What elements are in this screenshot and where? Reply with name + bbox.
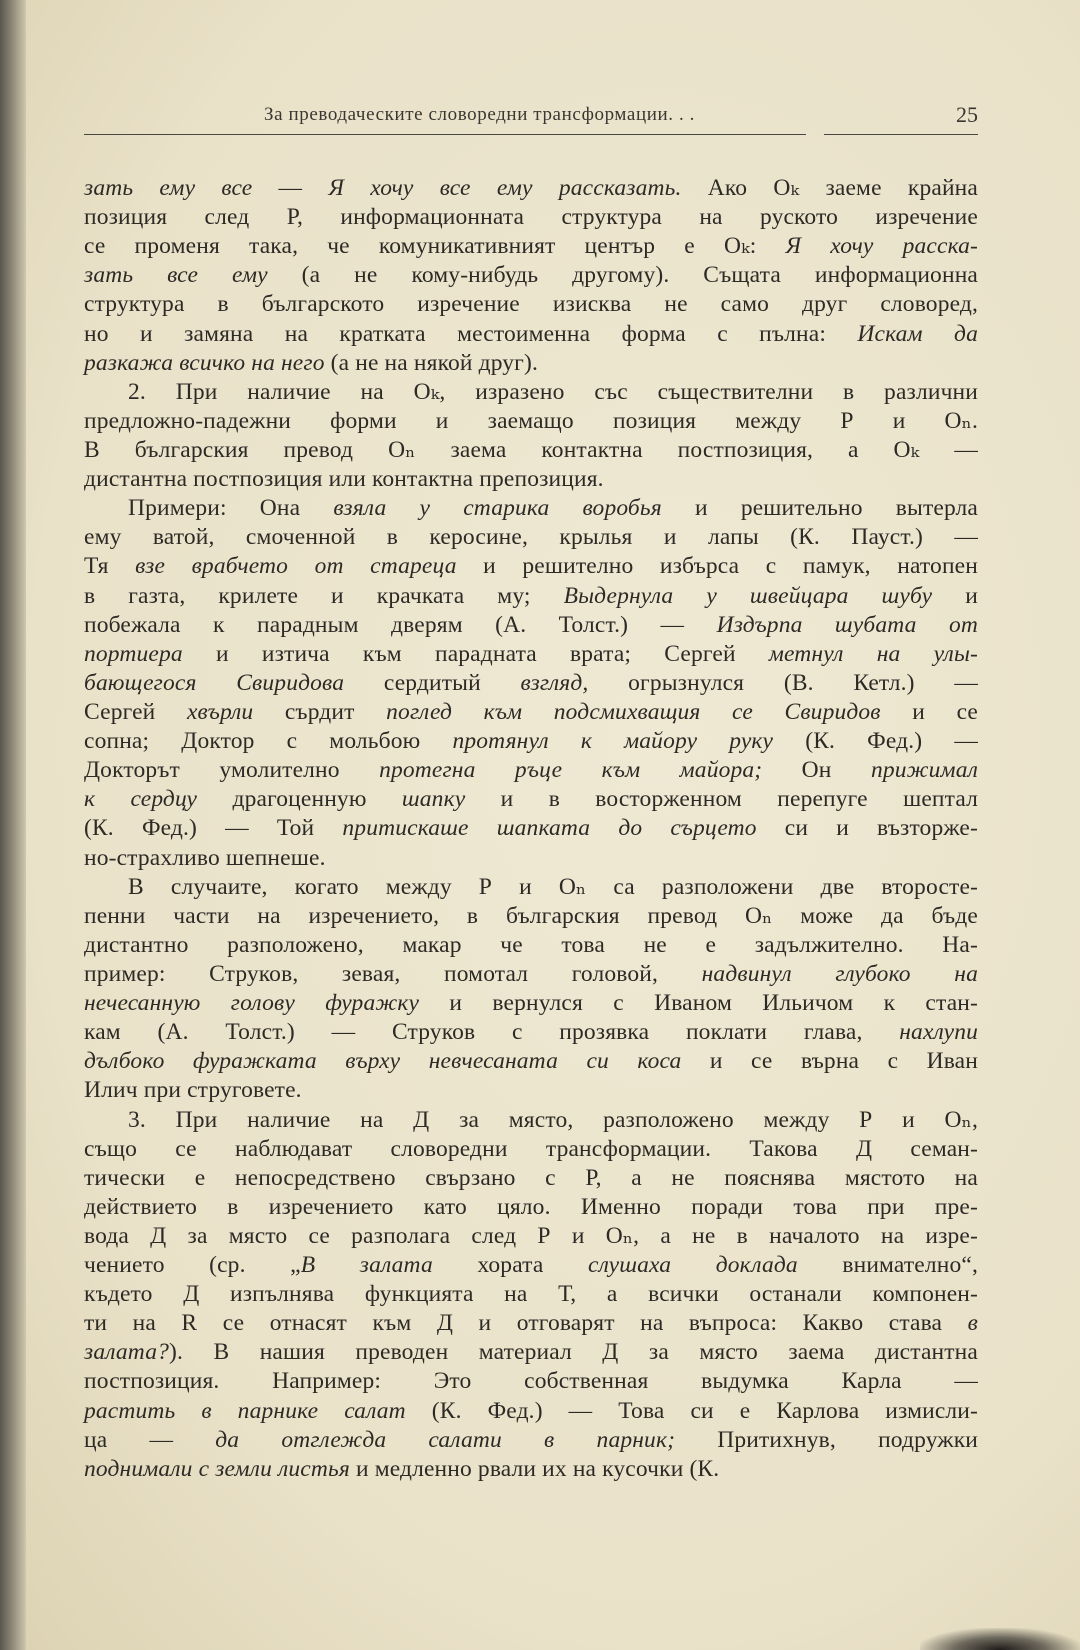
text-run: чението (ср. „ <box>84 1252 301 1279</box>
text-line <box>84 1309 978 1338</box>
text-run: се променя така, че комуникативният център е Оₖ: <box>84 233 786 260</box>
italic-text: залата? <box>84 1339 170 1366</box>
header-rule <box>84 134 806 135</box>
italic-text: дълбоко фуражката върху невчесаната си коса <box>84 1048 682 1075</box>
text-run: позиция след Р, информационната структура на руското изречение <box>84 204 978 231</box>
text-run: (а не на някой друг). <box>324 349 538 376</box>
text-line <box>84 611 978 640</box>
italic-text: шапку <box>401 786 466 813</box>
text-line <box>84 378 978 407</box>
text-run: структура в българското изречение изисква не само друг словоред, <box>84 291 978 318</box>
text-run: огрызнулся (В. Кетл.) — <box>588 669 978 696</box>
text-line <box>84 669 978 698</box>
text-run: ца — <box>84 1426 216 1453</box>
italic-text: слушаха доклада <box>588 1252 798 1279</box>
italic-text: зать ему все <box>84 175 253 201</box>
text-line <box>84 1076 978 1105</box>
text-line <box>84 465 978 494</box>
text-run: драгоценную <box>197 786 402 813</box>
text-run: в газта, крилете и крачката му; <box>84 582 564 609</box>
text-run: дистантна постпозиция или контактна препозиция. <box>84 466 604 493</box>
text-run: ). В нашия преводен материал Д за място заема дистантна <box>169 1339 978 1366</box>
text-run: действието в изречението като цяло. Именно поради това при пре- <box>84 1193 978 1220</box>
text-run: (К. Фед.) — <box>773 728 978 755</box>
text-run: и се <box>880 698 979 725</box>
text-line <box>84 1280 978 1309</box>
text-run: — <box>252 175 329 201</box>
italic-text: поднимали с земли листья <box>84 1455 350 1482</box>
text-line <box>84 349 978 378</box>
page-header <box>84 98 978 138</box>
italic-text: к сердцу <box>84 786 198 813</box>
header-rule-short <box>824 134 978 135</box>
text-line <box>84 1047 978 1076</box>
text-run: пенни части на изречението, в българския превод Оₙ може да бъде <box>84 902 978 929</box>
italic-text: растить в парнике салат <box>84 1397 406 1424</box>
text-run: Илич при струговете. <box>84 1077 302 1104</box>
text-line <box>84 1338 978 1367</box>
text-run: В българския превод Оₙ заема контактна постпозиция, а Оₖ — <box>84 436 978 463</box>
text-run: пример: Струков, зевая, помотал головой, <box>84 960 702 987</box>
text-line <box>84 873 978 902</box>
text-line <box>84 1251 978 1280</box>
text-line <box>84 727 978 756</box>
text-line <box>84 407 978 436</box>
text-run: сърдит <box>253 698 387 725</box>
text-run: внимателно“, <box>797 1252 978 1279</box>
italic-text: протегна ръце към майора; <box>379 757 763 784</box>
text-run: Примери: Она <box>128 495 334 522</box>
text-run: (К. Фед.) — Това си е Карлова измисли- <box>405 1397 978 1424</box>
text-line <box>84 1426 978 1455</box>
text-line <box>84 552 978 581</box>
book-spine-shadow <box>0 0 26 1650</box>
running-title: За преводаческите словоредни трансформации. . . <box>264 104 696 125</box>
body-text <box>84 174 978 1484</box>
italic-text: разкажа всичко на него <box>84 349 325 376</box>
text-run: и вернулся с Иваном Ильичом к стан- <box>419 990 978 1017</box>
text-run: сердитый <box>344 669 521 696</box>
text-run: и изтича към парадната врата; Сергей <box>182 640 769 667</box>
text-line <box>84 1018 978 1047</box>
text-line <box>84 640 978 669</box>
italic-text: прижимал <box>870 757 978 784</box>
text-run: Тя <box>84 553 136 580</box>
italic-text: Выдернула у швейцара шубу <box>563 582 933 609</box>
text-line <box>84 1367 978 1396</box>
text-line <box>84 756 978 785</box>
italic-text: протянул к майору руку <box>452 728 774 755</box>
text-run: и решительно вытерла <box>661 495 979 522</box>
text-run: предложно-падежни форми и заемащо позиция между Р и Оₙ. <box>84 407 978 434</box>
text-line <box>84 436 978 465</box>
italic-text: Искам да <box>857 320 978 347</box>
text-line <box>84 1455 978 1484</box>
italic-text: поглед към подсмихващия се Свиридов <box>386 698 881 725</box>
page-corner-shadow <box>920 1628 1080 1650</box>
text-line <box>84 1164 978 1193</box>
text-run: и се върна с Иван <box>681 1048 978 1075</box>
text-run: ему ватой, смоченной в керосине, крылья и лапы (К. Пауст.) — <box>84 524 978 551</box>
text-run: кам (А. Толст.) — Струков с прозявка поклати глава, <box>84 1019 900 1046</box>
text-line <box>84 931 978 960</box>
text-run: Ако Оₖ заеме крайна <box>681 175 978 201</box>
italic-text: портиера <box>84 640 183 667</box>
text-run: побежала к парадным дверям (А. Толст.) — <box>84 611 717 638</box>
text-run: сопна; Доктор с мольбою <box>84 728 453 755</box>
text-run: 2. При наличие на Оₖ, изразено със съществителни в различни <box>128 378 978 405</box>
text-line <box>84 582 978 611</box>
text-line <box>84 494 978 523</box>
text-line <box>84 785 978 814</box>
text-line <box>84 1222 978 1251</box>
text-run: (а не кому-нибудь другому). Същата информационна <box>267 262 978 289</box>
text-line <box>84 844 978 873</box>
italic-text: бающегося Свиридова <box>84 669 345 696</box>
text-run: вода Д за място се разполага след Р и Оₙ, а не в началото на изре- <box>84 1222 978 1249</box>
page-number: 25 <box>956 102 978 127</box>
italic-text: взяла у старика воробья <box>333 495 662 522</box>
text-run: ти на R се отнасят към Д и отговарят на въпроса: Какво става <box>84 1310 968 1337</box>
italic-text: нечесанную голову фуражку <box>84 990 420 1017</box>
italic-text: зать все ему <box>84 262 268 289</box>
text-line <box>84 1106 978 1135</box>
text-run: но и замяна на кратката местоименна форма с пълна: <box>84 320 858 347</box>
italic-text: Я хочу расска- <box>785 233 978 260</box>
text-run: (К. Фед.) — Той <box>84 815 343 842</box>
text-run: и в восторженном перепуге шептал <box>465 786 978 813</box>
italic-text: взе врабчето от стареца <box>135 553 457 580</box>
text-run: си и възторже- <box>756 815 978 842</box>
italic-text: Издърпа шубата от <box>716 611 979 638</box>
italic-text: хвърли <box>186 698 254 725</box>
text-run: и медленно рвали их на кусочки (К. <box>349 1455 720 1482</box>
text-run: Он <box>762 757 871 784</box>
text-run: В случаите, когато между Р и Оₙ са разположени две второсте- <box>128 873 978 900</box>
text-line <box>84 960 978 989</box>
text-line <box>84 698 978 727</box>
text-run: и решително избърса с памук, натопен <box>456 553 978 580</box>
italic-text: В залата <box>300 1252 433 1279</box>
italic-text: взгляд, <box>520 669 589 696</box>
text-run: но-страхливо шепнеше. <box>84 844 326 871</box>
italic-text: да отглежда салати в парник; <box>215 1426 676 1453</box>
text-run: където Д изпълнява функцията на Т, а всички останали компонен- <box>84 1281 978 1308</box>
text-run: Притихнув, подружки <box>675 1426 978 1453</box>
text-line <box>84 174 978 203</box>
italic-text: метнул на улы- <box>768 640 978 667</box>
text-run: и <box>932 582 978 609</box>
text-run: постпозиция. Например: Это собственная выдумка Карла — <box>84 1368 978 1395</box>
text-run: 3. При наличие на Д за място, разположено между Р и Оₙ, <box>128 1106 978 1133</box>
italic-text: Я хочу все ему рассказать. <box>328 175 682 201</box>
italic-text: в <box>967 1310 978 1337</box>
text-run: дистантно разположено, макар че това не е задължително. На- <box>84 931 978 958</box>
text-line <box>84 203 978 232</box>
italic-text: надвинул глубоко на <box>701 960 978 987</box>
text-line <box>84 523 978 552</box>
text-line <box>84 1193 978 1222</box>
text-line <box>84 232 978 261</box>
text-line <box>84 814 978 843</box>
text-line <box>84 290 978 319</box>
italic-text: притискаше шапката до сърцето <box>342 815 757 842</box>
text-run: също се наблюдават словоредни трансформации. Такова Д семан- <box>84 1135 978 1162</box>
text-line <box>84 261 978 290</box>
italic-text: нахлупи <box>899 1019 978 1046</box>
text-line <box>84 989 978 1018</box>
text-line <box>84 1397 978 1426</box>
text-line <box>84 320 978 349</box>
text-run: Докторът умолително <box>84 757 380 784</box>
text-line <box>84 902 978 931</box>
text-run: тически е непосредствено свързано с Р, а не пояснява мястото на <box>84 1164 978 1191</box>
text-run: Сергей <box>84 698 187 725</box>
text-run: хората <box>432 1252 588 1279</box>
text-line <box>84 1135 978 1164</box>
